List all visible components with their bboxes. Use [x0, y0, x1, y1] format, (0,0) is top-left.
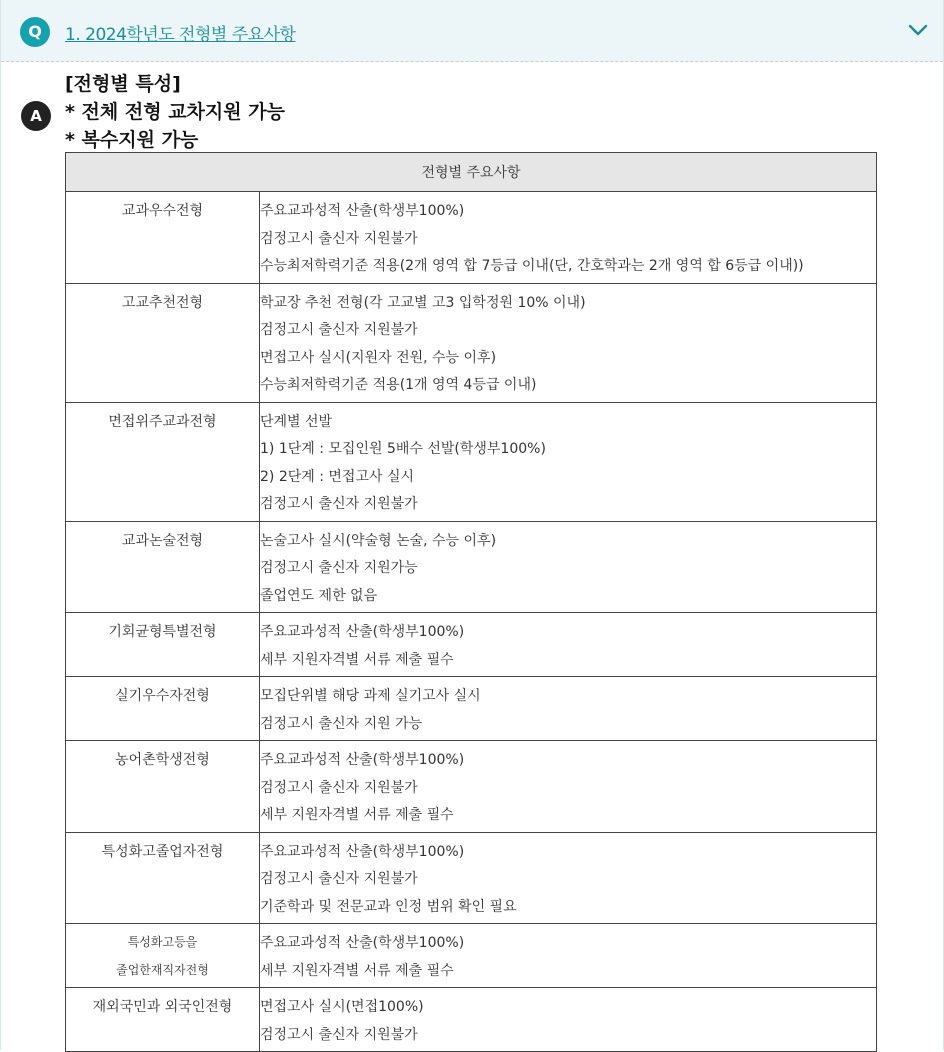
detail-item: 논술고사 실시(약술형 논술, 수능 이후) [260, 532, 497, 549]
table-row [66, 283, 877, 402]
admission-type-details [260, 613, 877, 677]
answer-line: * 전체 전형 교차지원 가능 [65, 101, 285, 123]
admission-type-name: 재외국민과 외국인전형 [66, 988, 260, 1052]
detail-item: 검정고시 출신자 지원가능 [260, 560, 418, 576]
detail-item: 2) 2단계 : 면접고사 실시 [260, 468, 414, 485]
detail-item: 세부 지원자격별 서류 제출 필수 [260, 651, 454, 668]
answer-line: * 복수지원 가능 [65, 129, 199, 151]
admission-type-details [260, 402, 877, 521]
admission-type-name: 실기우수자전형 [66, 677, 260, 741]
detail-item: 주요교과성적 산출(학생부100%) [260, 624, 465, 640]
answer-line: [전형별 특성] [65, 73, 181, 95]
admission-type-name-line: 졸업한재직자전형 [116, 963, 209, 977]
admission-type-name: 농어촌학생전형 [66, 741, 260, 833]
admission-type-table [65, 152, 877, 1052]
detail-item: 수능최저학력기준 적용(1개 영역 4등급 이내) [260, 377, 537, 393]
question-badge: Q [20, 17, 50, 47]
answer-badge: A [21, 101, 51, 131]
detail-item: 검정고시 출신자 지원불가 [260, 779, 418, 796]
admission-type-details [260, 741, 877, 833]
table-row [66, 677, 877, 741]
table-row [66, 924, 877, 988]
table-row [66, 521, 877, 613]
detail-item: 세부 지원자격별 서류 제출 필수 [260, 807, 454, 823]
detail-item: 학교장 추천 전형(각 고교별 고3 입학정원 10% 이내) [260, 294, 586, 311]
detail-item: 검정고시 출신자 지원 가능 [260, 715, 423, 732]
detail-item: 주요교과성적 산출(학생부100%) [260, 203, 465, 219]
detail-item: 주요교과성적 산출(학생부100%) [260, 935, 465, 951]
admission-type-name: 교과우수전형 [66, 192, 260, 284]
detail-item: 수능최저학력기준 적용(2개 영역 합 7등급 이내(단, 간호학과는 2개 영역 합 6등급 이내)) [260, 258, 804, 274]
detail-item: 면접고사 실시(면접100%) [260, 999, 424, 1015]
admission-type-details [260, 192, 877, 284]
table-row [66, 402, 877, 521]
detail-item: 졸업연도 제한 없음 [260, 587, 378, 604]
detail-item: 검정고시 출신자 지원불가 [260, 496, 418, 512]
admission-type-details [260, 924, 877, 988]
admission-type-details [260, 677, 877, 741]
detail-item: 검정고시 출신자 지원불가 [260, 230, 418, 247]
table-row [66, 613, 877, 677]
admission-type-name: 고교추천전형 [66, 283, 260, 402]
table-row [66, 988, 877, 1052]
detail-item: 1) 1단계 : 모집인원 5배수 선발(학생부100%) [260, 441, 546, 457]
question-header[interactable] [1, 0, 943, 62]
admission-type-name-line: 특성화고등을 [127, 935, 198, 949]
admission-type-details [260, 988, 877, 1052]
detail-item: 단계별 선발 [260, 413, 333, 430]
detail-item: 주요교과성적 산출(학생부100%) [260, 752, 465, 768]
detail-item: 주요교과성적 산출(학생부100%) [260, 843, 465, 860]
detail-item: 모집단위별 해당 과제 실기고사 실시 [260, 688, 481, 704]
table-row [66, 741, 877, 833]
chevron-down-icon[interactable] [907, 19, 929, 41]
detail-item: 검정고시 출신자 지원불가 [260, 1026, 418, 1043]
question-title-link[interactable]: 1. 2024학년도 전형별 주요사항 [65, 25, 296, 45]
detail-item: 기준학과 및 전문교과 인정 범위 확인 필요 [260, 898, 517, 915]
detail-item: 세부 지원자격별 서류 제출 필수 [260, 962, 454, 979]
admission-type-details [260, 832, 877, 924]
admission-type-name: 특성화고졸업자전형 [66, 832, 260, 924]
answer-summary [65, 70, 285, 154]
admission-type-details [260, 521, 877, 613]
table-row [66, 832, 877, 924]
admission-type-details [260, 283, 877, 402]
table-header-row [66, 153, 877, 192]
admission-type-name: 교과논술전형 [66, 521, 260, 613]
table-row [66, 192, 877, 284]
detail-item: 면접고사 실시(지원자 전원, 수능 이후) [260, 349, 497, 366]
admission-type-name: 면접위주교과전형 [66, 402, 260, 521]
detail-item: 검정고시 출신자 지원불가 [260, 871, 418, 887]
table-header: 전형별 주요사항 [66, 153, 877, 192]
admission-type-name: 기회균형특별전형 [66, 613, 260, 677]
detail-item: 검정고시 출신자 지원불가 [260, 322, 418, 338]
admission-type-name [66, 924, 260, 988]
